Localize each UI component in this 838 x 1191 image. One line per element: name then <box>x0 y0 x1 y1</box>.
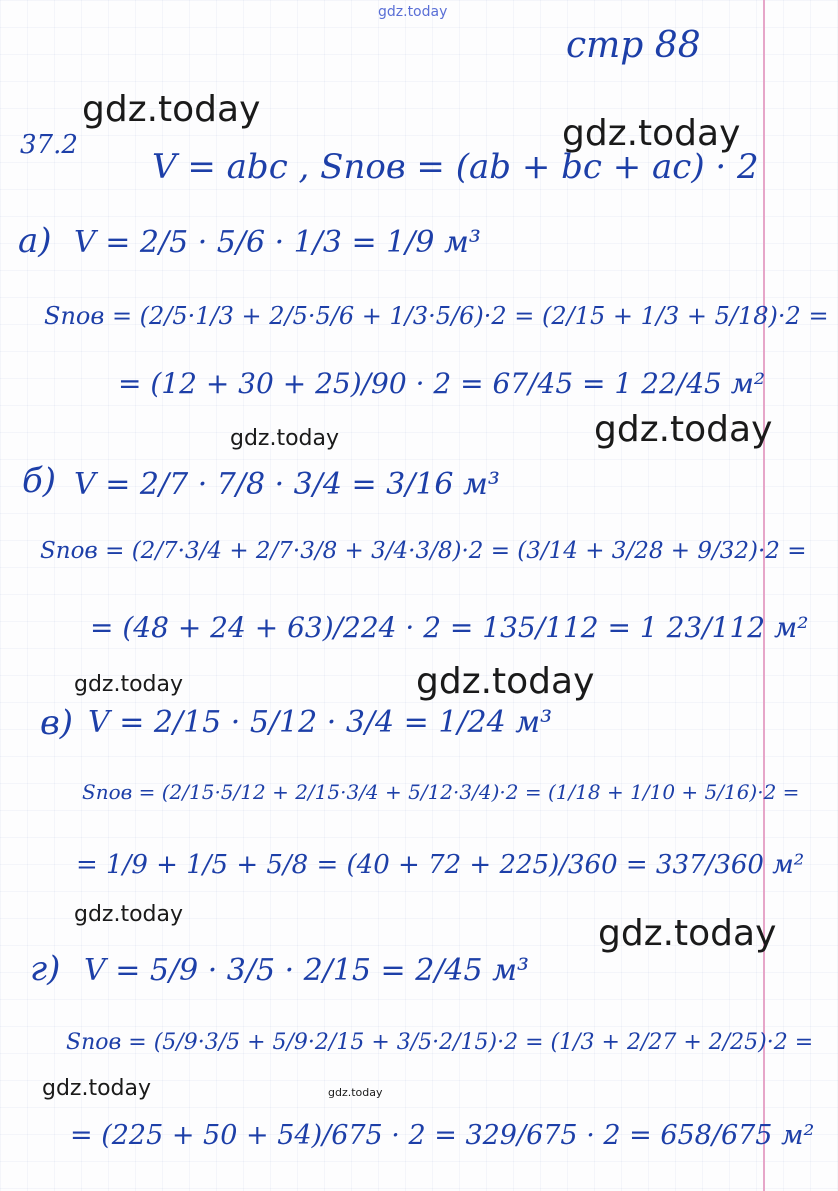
formulas: V = abc , Sпов = (ab + bc + ac) · 2 <box>152 147 759 187</box>
margin-line <box>763 0 765 1191</box>
watermark: gdz.today <box>562 113 741 154</box>
part-b-surface-result: = (48 + 24 + 63)/224 · 2 = 135/112 = 1 23/112 м² <box>90 611 809 644</box>
page-number: стр 88 <box>566 25 701 66</box>
watermark: gdz.today <box>82 89 261 130</box>
part-g-label: г) <box>30 949 61 989</box>
watermark-top: gdz.today <box>378 4 448 20</box>
part-a-label: а) <box>18 221 52 261</box>
part-a-volume: V = 2/5 · 5/6 · 1/3 = 1/9 м³ <box>74 225 481 260</box>
part-v-volume: V = 2/15 · 5/12 · 3/4 = 1/24 м³ <box>88 705 553 740</box>
part-g-surface: Sпов = (5/9·3/5 + 5/9·2/15 + 3/5·2/15)·2 = (1/3 + 2/27 + 2/25)·2 = <box>66 1030 814 1055</box>
watermark: gdz.today <box>416 661 595 702</box>
part-v-surface: Sпов = (2/15·5/12 + 2/15·3/4 + 5/12·3/4)·2 = (1/18 + 1/10 + 5/16)·2 = <box>82 780 800 804</box>
watermark: gdz.today <box>594 409 773 450</box>
watermark: gdz.today <box>74 902 184 927</box>
part-v-surface-result: = 1/9 + 1/5 + 5/8 = (40 + 72 + 225)/360 = 337/360 м² <box>76 850 805 880</box>
part-v-label: в) <box>40 703 74 743</box>
watermark: gdz.today <box>42 1076 152 1101</box>
watermark: gdz.today <box>74 672 184 697</box>
part-a-surface: Sпов = (2/5·1/3 + 2/5·5/6 + 1/3·5/6)·2 = (2/15 + 1/3 + 5/18)·2 = <box>44 302 829 330</box>
part-b-surface: Sпов = (2/7·3/4 + 2/7·3/8 + 3/4·3/8)·2 = (3/14 + 3/28 + 9/32)·2 = <box>40 538 807 564</box>
watermark: gdz.today <box>328 1086 383 1099</box>
watermark: gdz.today <box>230 426 340 451</box>
part-b-volume: V = 2/7 · 7/8 · 3/4 = 3/16 м³ <box>74 467 500 502</box>
task-number: 37.2 <box>20 130 78 160</box>
part-g-volume: V = 5/9 · 3/5 · 2/15 = 2/45 м³ <box>84 953 530 988</box>
part-g-surface-result: = (225 + 50 + 54)/675 · 2 = 329/675 · 2 = 658/675 м² <box>70 1120 815 1151</box>
part-b-label: б) <box>22 461 57 501</box>
part-a-surface-result: = (12 + 30 + 25)/90 · 2 = 67/45 = 1 22/45 м² <box>118 367 766 400</box>
watermark: gdz.today <box>598 913 777 954</box>
